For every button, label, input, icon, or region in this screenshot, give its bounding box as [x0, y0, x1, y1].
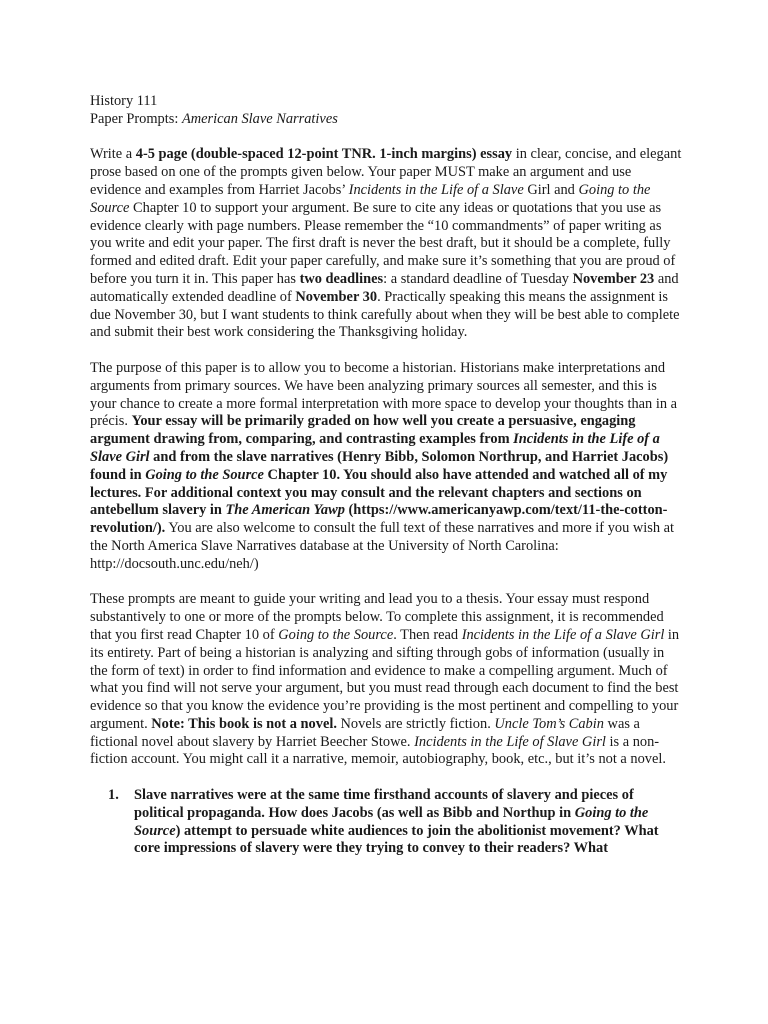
extended-deadline: November 30: [295, 288, 378, 305]
grading-criteria: Your essay will be primarily graded on how well you create a persuasive, engaging argument drawing from, comparing, and contrasting examples from: [90, 413, 636, 448]
format-requirements: 4-5 page (double-spaced 12-point TNR. 1-inch margins) essay: [135, 146, 513, 163]
book-title: Incidents in the Life of a Slave Girl: [90, 431, 660, 465]
purpose-paragraph: The purpose of this paper is to allow you to become a historian. Historians make interpretations and arguments from primary sources. We have been analyzing primary sources all semester, and this is your chance to create a more formal interpretation with more space to develop your thoughts than in a précis. Your essay will be primarily graded on how well you create a persuasive, engaging argument drawing from, comparing, and contrasting examples from Incidents in the Life of a Slave Girl and from the slave narratives (Henry Bibb, Solomon Northrup, and Harriet Jacobs) found in Going to the Source Chapter 10. You should also have attended and watched all of my lectures. For additional context you may consult and the relevant chapters and sections on antebellum slavery in The American Yawp (https://www.americanyawp.com/text/11-the-cotton-revolution/). You are also welcome to consult the full text of these narratives and more if you wish at the North America Slave Narratives database at the University of North Carolina: http://docsouth.unc.edu/neh/): [90, 359, 678, 572]
not-a-novel-note: Note: This book is not a novel.: [151, 715, 337, 732]
book-title: Going to the Source: [134, 804, 649, 839]
yawp-url: (https://www.americanyawp.com/text/11-the-cotton-revolution/).: [90, 502, 668, 537]
book-title: Going to the Source: [145, 466, 264, 483]
document-body: [90, 93, 684, 858]
book-title: Going to the Source: [278, 626, 394, 643]
instructions-paragraph: Write a 4-5 page (double-spaced 12-point TNR. 1-inch margins) essay in clear, concise, and elegant prose based on one of the prompts given below. Your paper MUST make an argument and use evidence and examples from Harriet Jacobs’ Incidents in the Life of a Slave Girl and Going to the Source Chapter 10 to support your argument. Be sure to cite any ideas or quotations that you use as evidence clearly with page numbers. Please remember the “10 commandments” of paper writing as you write and edit your paper. The first draft is never the best draft, but it should be a complete, fully formed and edited draft. Edit your paper carefully, and make sure it’s something that you are proud of before you turn it in. This paper has two deadlines: a standard deadline of Tuesday November 23 and automatically extended deadline of November 30. Practically speaking this means the assignment is due November 30, but I want students to think carefully about when they will be best able to complete and submit their best work considering the Thanksgiving holiday.: [90, 146, 682, 341]
prompt-heading: [90, 111, 684, 129]
deadlines-label: two deadlines: [299, 270, 384, 287]
book-title: Incidents in the Life of a Slave: [348, 181, 524, 198]
book-title: The American Yawp: [225, 502, 345, 519]
prompt-number: 1.: [108, 787, 119, 804]
course-title: History 111: [90, 93, 158, 109]
book-title: Incidents in the Life of a Slave Girl: [461, 626, 665, 643]
prompt-item: 1. Slave narratives were at the same time firsthand accounts of slavery and pieces of political propaganda. How does Jacobs (as well as Bibb and Northup in Going to the Source) attempt to persuade white audiences to join the abolitionist movement? What core impressions of slavery were they trying to convey to their readers? What: [108, 787, 659, 857]
prompt-list: [90, 787, 684, 858]
document-header: [90, 93, 684, 129]
guidance-paragraph: These prompts are meant to guide your writing and lead you to a thesis. Your essay must respond substantively to one or more of the prompts below. To complete this assignment, it is recommended that you first read Chapter 10 of Going to the Source. Then read Incidents in the Life of a Slave Girl in its entirety. Part of being a historian is analyzing and sifting through gobs of information (usually in the form of text) in order to find information and evidence to make a compelling argument. Much of what you find will not serve your argument, but you must read through each document to find the best evidence so that you know the evidence you’re providing is the most pertinent and compelling to your argument. Note: This book is not a novel. Novels are strictly fiction. Uncle Tom’s Cabin was a fictional novel about slavery by Harriet Beecher Stowe. Incidents in the Life of Slave Girl is a non-fiction account. You might call it a narrative, memoir, autobiography, book, etc., but it’s not a novel.: [90, 591, 680, 768]
prompt-label: Paper Prompts:: [90, 110, 182, 127]
prompt-title: American Slave Narratives: [181, 110, 338, 127]
book-title: Incidents in the Life of Slave Girl: [414, 733, 606, 750]
book-title: Going to the Source: [90, 181, 651, 216]
standard-deadline: November 23: [572, 270, 655, 287]
book-title: Uncle Tom’s Cabin: [494, 715, 604, 732]
docsouth-reference: You are also welcome to consult the full text of these narratives and more if you wish at the North America Slave Narratives database at the University of North Carolina: http://docsouth.unc.edu/neh/): [90, 520, 675, 572]
